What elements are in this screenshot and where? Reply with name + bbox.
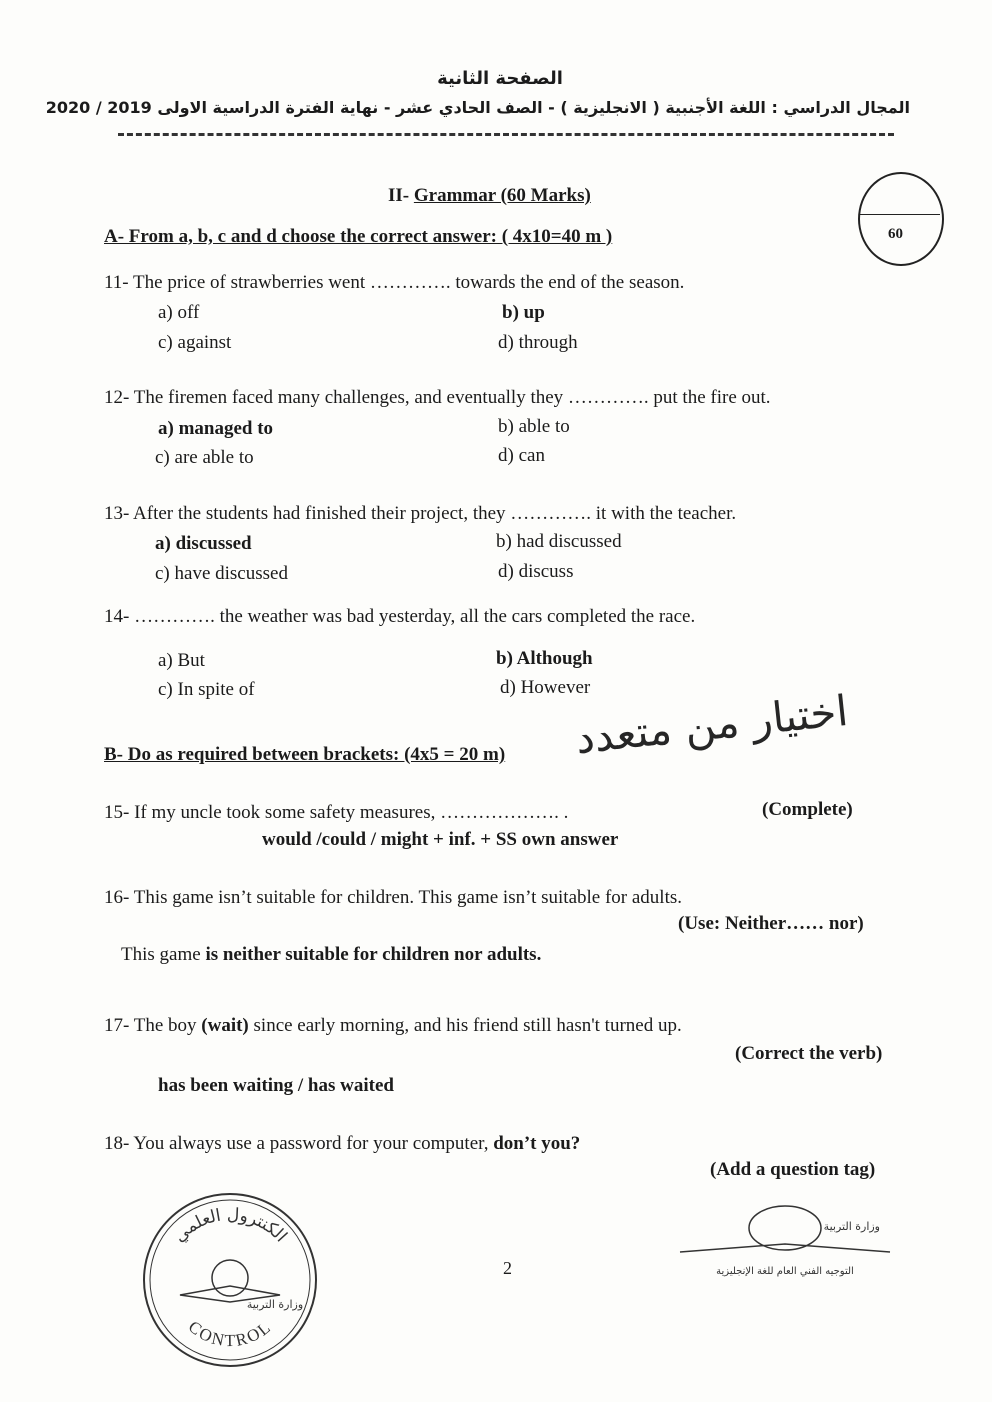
question-17 — [104, 1015, 682, 1037]
question-16: 16- This game isn’t suitable for children. This game isn’t suitable for adults. — [104, 887, 682, 908]
stamp-right-caption: التوجيه الفني العام للغة الإنجليزية — [716, 1266, 854, 1277]
q17-answer: has been waiting / has waited — [158, 1075, 394, 1096]
ministry-stamp — [670, 1200, 900, 1300]
score-divider — [860, 214, 940, 215]
part-b-title: B- Do as required between brackets: (4x5 = 20 m) — [104, 744, 506, 765]
stamp-left-top-text: الكنترول العلمي — [169, 1204, 291, 1247]
emblem-icon — [212, 1260, 248, 1296]
page-number: 2 — [503, 1258, 512, 1278]
q13-option-b: b) had discussed — [496, 531, 622, 552]
question-15: 15- If my uncle took some safety measures, ………………. . — [104, 802, 569, 823]
stamp-left-ministry: وزارة التربية — [246, 1298, 304, 1311]
q17-instruction: (Correct the verb) — [735, 1043, 883, 1064]
q17-text-start: 17- The boy — [104, 1015, 202, 1036]
question-12: 12- The firemen faced many challenges, and eventually they …………. put the fire out. — [104, 387, 771, 408]
q11-option-c: c) against — [158, 332, 232, 353]
q12-option-d: d) can — [498, 445, 545, 466]
q12-option-a: a) managed to — [158, 418, 274, 439]
q12-option-c: c) are able to — [155, 447, 254, 468]
q17-text-end: since early morning, and his friend still hasn't turned up. — [248, 1015, 682, 1036]
stamp-left-bottom-text: CONTROL — [184, 1316, 276, 1351]
page-label: الصفحة الثانية — [437, 68, 563, 89]
q13-option-a: a) discussed — [155, 533, 252, 554]
q11-option-a: a) off — [158, 302, 200, 323]
q14-option-d: d) However — [500, 677, 591, 698]
section-title-text: Grammar (60 Marks) — [413, 185, 591, 206]
q16-answer-bold: is neither suitable for children nor adults. — [205, 944, 542, 965]
q15-instruction: (Complete) — [762, 799, 853, 820]
question-14: 14- …………. the weather was bad yesterday, all the cars completed the race. — [104, 606, 696, 627]
stamp-right-ministry: وزارة التربية — [823, 1220, 880, 1233]
q11-option-d: d) through — [498, 332, 578, 353]
handwritten-note: اختيار من متعدد — [573, 685, 851, 764]
q12-option-b: b) able to — [498, 416, 570, 437]
svg-text:CONTROL — [185, 1317, 276, 1350]
q13-option-d: d) discuss — [498, 561, 574, 582]
subject-line: المجال الدراسي : اللغة الأجنبية ( الانجليزية ) - الصف الحادي عشر - نهاية الفترة الدراسية الاولى 2019 / 2020 — [45, 98, 910, 117]
score-circle — [858, 172, 944, 266]
question-18 — [104, 1133, 580, 1155]
q14-option-c: c) In spite of — [158, 679, 255, 700]
q14-option-b: b) Although — [496, 648, 593, 669]
q17-verb: (wait) — [201, 1015, 249, 1036]
q18-text: 18- You always use a password for your computer, — [104, 1133, 494, 1154]
section-prefix: II- — [388, 185, 414, 206]
q16-answer-plain: This game — [121, 944, 206, 965]
question-11: 11- The price of strawberries went …………. towards the end of the season. — [104, 272, 685, 293]
q14-option-a: a) But — [158, 650, 205, 671]
part-a-title: A- From a, b, c and d choose the correct answer: ( 4x10=40 m ) — [104, 226, 613, 247]
svg-text:الكنترول العلمي — [170, 1205, 291, 1247]
score-total: 60 — [888, 226, 903, 242]
question-13: 13- After the students had finished their project, they …………. it with the teacher. — [104, 503, 737, 524]
q15-answer: would /could / might + inf. + SS own answer — [262, 829, 619, 850]
q13-option-c: c) have discussed — [155, 563, 288, 584]
header-divider — [118, 133, 894, 136]
q16-answer — [121, 944, 541, 966]
q18-instruction: (Add a question tag) — [710, 1159, 876, 1180]
q16-instruction: (Use: Neither…… nor) — [678, 913, 864, 934]
section-title — [388, 185, 591, 207]
control-stamp — [140, 1190, 320, 1370]
q11-option-b: b) up — [502, 302, 545, 323]
q18-tag: don’t you? — [493, 1133, 581, 1154]
